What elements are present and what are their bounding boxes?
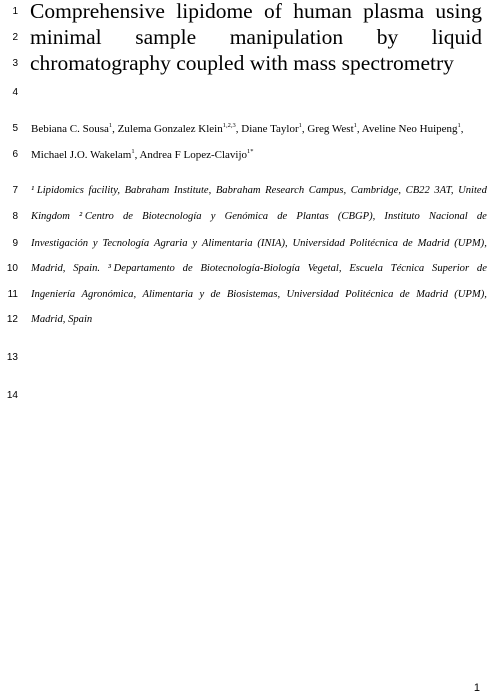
affiliation-marker: 1 <box>353 122 357 129</box>
author-name: Bebiana C. Sousa <box>31 123 109 135</box>
affiliation-marker: 1 <box>457 122 461 129</box>
affiliation-line <box>31 313 487 327</box>
aff-word: Research <box>265 185 305 196</box>
aff-word: Investigación <box>31 238 89 249</box>
title-word: manipulation <box>229 25 344 49</box>
title-line-1 <box>30 0 482 24</box>
aff-word: Universidad <box>286 289 339 300</box>
aff-word: Madrid <box>416 289 448 300</box>
aff-word: Superior <box>432 263 470 274</box>
title-word: minimal <box>30 25 102 49</box>
aff-word: de <box>402 238 413 249</box>
aff-word: ² Centro <box>79 211 114 222</box>
author-line-2: Michael J.O. Wakelam$^1$, Andrea F Lopez-Clavijo$^{1*}$ <box>31 148 254 161</box>
affiliation-marker: 1 <box>108 122 113 129</box>
line-number: 2 <box>12 32 18 43</box>
aff-word: Instituto <box>384 211 420 222</box>
title-word: human <box>293 0 352 23</box>
affiliation-marker: 1* <box>247 148 254 155</box>
line-number: 1 <box>12 6 18 17</box>
title-word: lipidome <box>176 0 253 23</box>
affiliation-line <box>31 288 487 302</box>
aff-word: Genómica <box>224 211 269 222</box>
line-number: 9 <box>12 238 18 249</box>
aff-word: Alimentaria <box>142 289 194 300</box>
title-line-3 <box>30 50 482 76</box>
title-line-2 <box>30 24 482 50</box>
page-number: 1 <box>473 682 480 694</box>
affiliation-marker: 1 <box>131 148 135 155</box>
aff-word: de <box>476 263 487 274</box>
aff-word: Biotecnología-Biología <box>200 263 300 274</box>
author-name: Aveline Neo Huipeng <box>361 123 458 135</box>
aff-word: 3AT, <box>434 185 454 196</box>
aff-word: (UPM), <box>454 289 487 300</box>
aff-word: Babraham <box>215 185 261 196</box>
line-number: 5 <box>12 123 18 134</box>
aff-word: Agraria <box>153 238 188 249</box>
author-name: Greg West <box>307 123 354 135</box>
affiliation-line <box>31 262 487 276</box>
line-number: 6 <box>12 149 18 160</box>
aff-word: ¹ Lipidomics <box>31 185 84 196</box>
aff-word: de <box>123 211 133 222</box>
aff-word: Spain. <box>73 263 101 274</box>
title-word: using <box>435 0 482 23</box>
author-name: Diane Taylor <box>241 123 299 135</box>
line-number: 8 <box>12 211 18 222</box>
aff-word: ³ Departamento <box>107 263 175 274</box>
aff-word: Madrid, Spain <box>31 314 93 325</box>
aff-word: Biosistemas, <box>226 289 281 300</box>
aff-word: Alimentaria <box>201 238 253 249</box>
aff-word: Agronómica, <box>81 289 137 300</box>
aff-word: Vegetal, <box>307 263 342 274</box>
affiliation-marker: 1,2,3 <box>222 122 236 129</box>
aff-word: de <box>476 211 487 222</box>
title-word: plasma <box>363 0 425 23</box>
aff-word: Tecnología <box>102 238 150 249</box>
aff-word: de <box>399 289 410 300</box>
aff-word: de <box>210 289 221 300</box>
affiliation-line <box>31 184 487 198</box>
aff-word: Institute, <box>173 185 212 196</box>
aff-word: y <box>192 238 198 249</box>
aff-word: Escuela <box>349 263 383 274</box>
aff-word: Kingdom <box>31 211 70 222</box>
line-number: 3 <box>12 58 18 69</box>
title-word: of <box>264 0 282 23</box>
line-number: 12 <box>6 314 18 325</box>
aff-word: Ingeniería <box>31 289 76 300</box>
affiliation-line <box>31 237 487 251</box>
aff-word: CB22 <box>405 185 430 196</box>
aff-word: (CBGP), <box>337 211 376 222</box>
aff-word: Plantas <box>296 211 329 222</box>
line-number: 7 <box>12 185 18 196</box>
aff-word: Cambridge, <box>350 185 402 196</box>
aff-word: Madrid, <box>31 263 66 274</box>
author-line-1: Bebiana C. Sousa$^1$, Zulema Gonzalez Klein$^{1,2,3}$, Diane Taylor$^1$, Greg West$^1$, Aveline Neo Huipeng$^1$, <box>31 122 464 135</box>
title-word: sample <box>135 25 197 49</box>
aff-word: (UPM), <box>454 238 487 249</box>
title-word: chromatography coupled with mass spectrometry <box>30 51 454 75</box>
aff-word: Campus, <box>308 185 347 196</box>
line-number: 4 <box>12 87 18 98</box>
aff-word: Nacional <box>428 211 468 222</box>
aff-word: Madrid <box>417 238 450 249</box>
aff-word: y <box>210 211 216 222</box>
title-word: by <box>376 25 399 49</box>
aff-word: Babraham <box>124 185 170 196</box>
author-name: Andrea F Lopez-Clavijo <box>139 149 248 161</box>
affiliation-line <box>31 210 487 224</box>
aff-word: de <box>277 211 288 222</box>
title-word: Comprehensive <box>30 0 165 23</box>
affiliation-marker: 1 <box>298 122 302 129</box>
aff-word: (INIA), <box>257 238 288 249</box>
line-number: 11 <box>7 289 18 300</box>
aff-word: facility, <box>88 185 120 196</box>
line-number: 13 <box>6 352 18 363</box>
aff-word: Politécnica <box>345 289 394 300</box>
aff-word: Politécnica <box>349 238 398 249</box>
aff-word: Biotecnología <box>142 211 202 222</box>
title-word: liquid <box>431 25 482 49</box>
author-name: Michael J.O. Wakelam <box>31 149 132 161</box>
aff-word: de <box>182 263 193 274</box>
line-number: 14 <box>6 390 18 401</box>
line-number: 10 <box>6 263 18 274</box>
aff-word: y <box>92 238 98 249</box>
aff-word: United <box>458 185 487 196</box>
aff-word: Técnica <box>390 263 425 274</box>
aff-word: Universidad <box>292 238 345 249</box>
author-name: Zulema Gonzalez Klein <box>117 123 223 135</box>
aff-word: y <box>199 289 205 300</box>
